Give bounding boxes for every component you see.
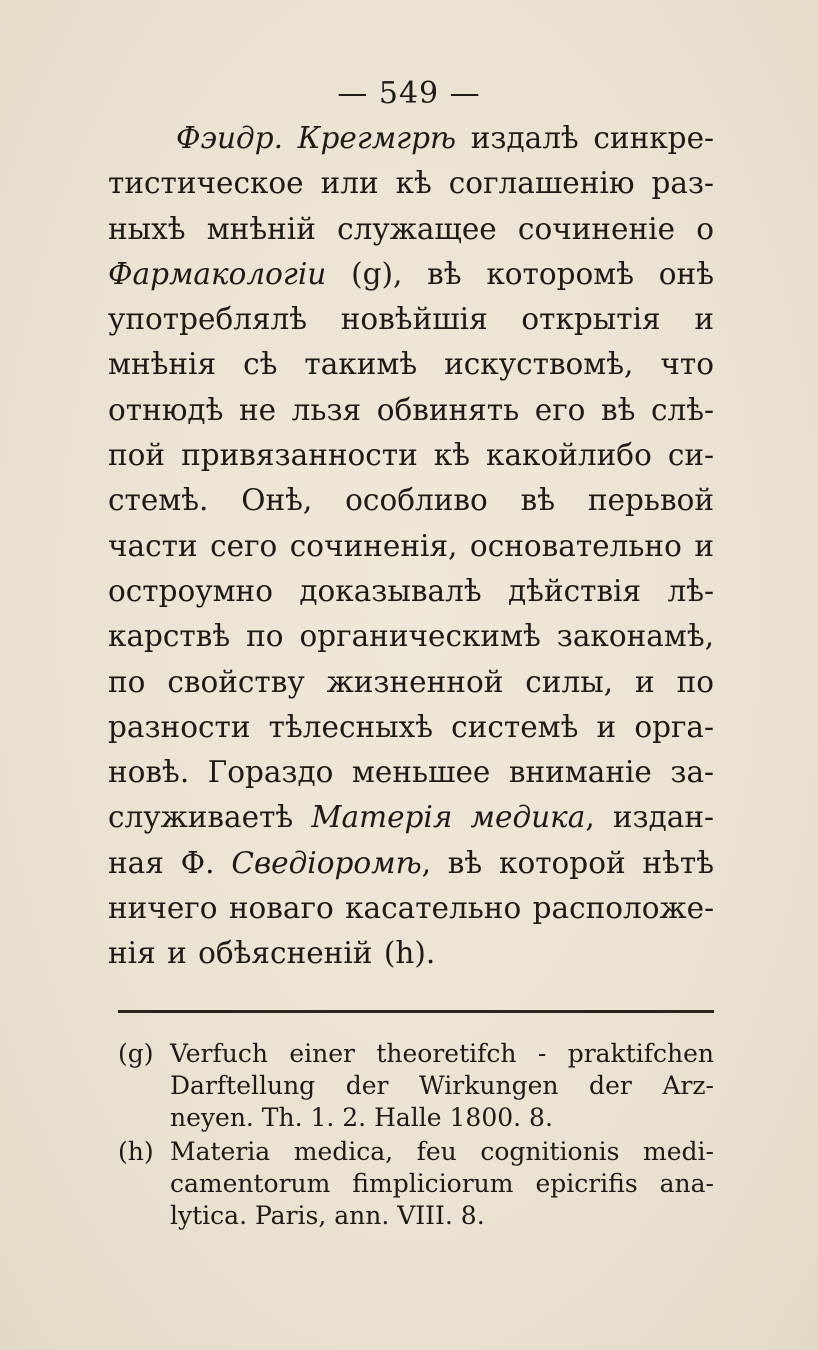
text-line: пой привязанности кѣ какойлибо си- [108,438,714,473]
text-line: ныхѣ мнѣній служащее сочиненіе о [108,211,714,246]
text-line: Фэидр. Крегмгрѣ издалѣ синкре- [176,121,714,155]
text-line: служиваетѣ Матерія медика, издан- [108,800,715,835]
footnote-g [118,1038,714,1134]
author-name: Сведіоромѣ [231,845,422,880]
footnote-line: Materia medica, feu cognitionis medi- [170,1137,714,1166]
text-line: тистическое или кѣ соглашенію раз- [108,166,714,201]
text-line: мнѣнія сѣ такимѣ искуствомѣ, что [108,347,714,382]
text-line: карствѣ по органическимѣ законамѣ, [108,619,714,654]
text-line: по свойству жизненной силы, и по [108,664,714,699]
text-line: остроумно доказывалѣ дѣйствія лѣ- [108,573,714,608]
footnote-h [118,1136,714,1232]
footnote-marker: (g) [118,1039,154,1068]
text-line: разности тѣлесныхѣ системѣ и орга- [108,709,714,744]
footnote-line: Verfuch einer theoretifch - praktifchen [170,1039,714,1068]
book-title: Матерія медика [311,800,586,835]
footnote-marker: (h) [118,1137,154,1166]
author-name: Фэидр. Крегмгрѣ [176,121,457,155]
text-line: нія и обѣясненій (h). [108,936,436,971]
text-line: ничего новаго касательно расположе- [108,891,715,926]
text-line: Фармакологіи (g), вѣ которомѣ онѣ [108,256,714,291]
footnote-divider [118,1010,714,1013]
footnote-line: camentorum fimpliciorum epicrifis ana- [170,1169,714,1198]
footnotes [118,1038,714,1234]
main-text [108,116,714,977]
book-title: Фармакологіи [108,256,327,291]
footnote-line: neyen. Th. 1. 2. Halle 1800. 8. [170,1103,553,1132]
footnote-line: lytica. Paris, ann. VIII. 8. [170,1201,485,1230]
text-line: стемѣ. Онѣ, особливо вѣ перьвой [108,483,714,518]
footnote-line: Darftellung der Wirkungen der Arz- [170,1071,714,1100]
text-line: части сего сочиненія, основательно и [108,528,714,563]
text-line: употреблялѣ новѣйшія открытія и [108,302,714,337]
page-number: — 549 — [337,76,481,111]
text-line: ная Ф. Сведіоромѣ, вѣ которой нѣтѣ [108,845,714,880]
text-line: новѣ. Гораздо меньшее вниманіе за- [108,755,714,790]
text-line: отнюдѣ не льзя обвинять его вѣ слѣ- [108,392,714,427]
